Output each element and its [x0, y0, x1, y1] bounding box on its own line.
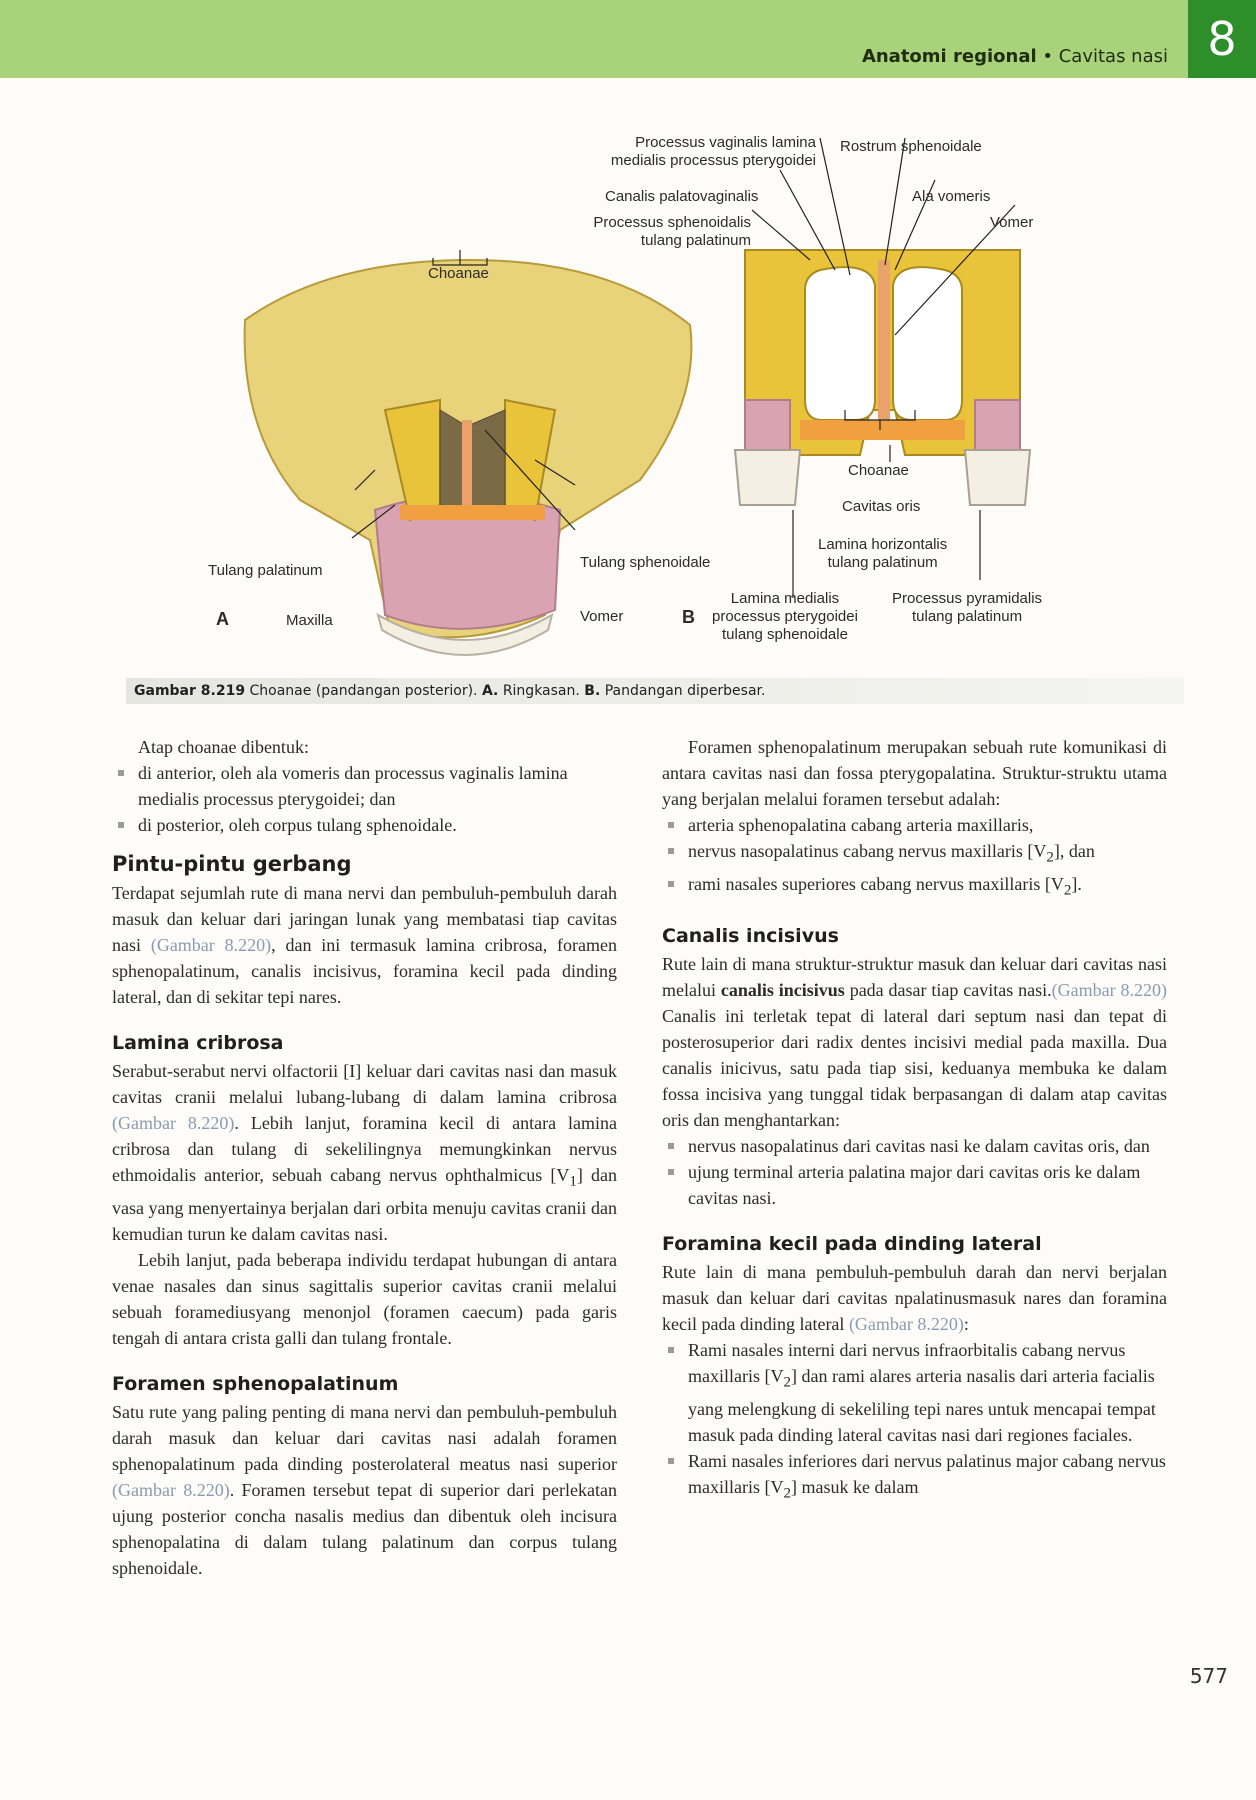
- subscript: 2: [1063, 882, 1072, 899]
- choanae-roof-intro: Atap choanae dibentuk:: [138, 737, 309, 757]
- text-run: ] dan rami alares arteria nasalis dari arteria facialis yang melengkung di sekeliling tepi nares untuk mencapai tempat masuk pada dinding lateral cavitas nasi dari regiones faciales.: [688, 1366, 1156, 1445]
- label-choanae-a: Choanae: [428, 265, 489, 282]
- figure-reference-link[interactable]: (Gambar 8.220): [150, 935, 272, 955]
- foramina-list: [662, 1337, 1167, 1506]
- paragraph-foramina-kecil: [662, 1259, 1167, 1337]
- label-canalis-palatovaginalis: Canalis palatovaginalis: [605, 188, 759, 205]
- list-item: [662, 1448, 1167, 1507]
- list-item: nervus nasopalatinus dari cavitas nasi ke dalam cavitas oris, dan: [662, 1133, 1167, 1159]
- choanae-roof-list: [112, 760, 617, 838]
- running-title: [862, 46, 1168, 67]
- heading-foramina-kecil: Foramina kecil pada dinding lateral: [662, 1233, 1042, 1256]
- text-run: Rute lain di mana struktur-struktur masuk dan keluar dari cavitas nasi melalui: [662, 954, 1167, 1001]
- label-cavitas-oris: Cavitas oris: [842, 498, 921, 515]
- figure-reference-link[interactable]: (Gambar 8.220): [112, 1113, 235, 1133]
- text-run: rami nasales superiores cabang nervus maxillaris [V: [688, 873, 1064, 894]
- text-run: Rami nasales interni dari nervus infraorbitalis cabang nervus maxillaris [V: [688, 1340, 1126, 1387]
- caption-a-text: Ringkasan.: [502, 683, 580, 699]
- figure-8-219: [0, 110, 1256, 670]
- paragraph-venae-nasales: Lebih lanjut, pada beberapa individu terdapat hubungan di antara venae nasales dan sinus sagittalis superior cavitas cranii melalui sebuah foramediusyang menonjol (foramen caecum) pada garis tengah di antara crista galli dan tulang frontale.: [112, 1249, 617, 1348]
- left-column: [112, 734, 617, 1581]
- caption-b-text: Pandangan diperbesar.: [604, 683, 766, 699]
- heading-pintu-gerbang: Pintu-pintu gerbang: [112, 852, 352, 876]
- caption-b-label: B.: [584, 683, 601, 699]
- text-run: pada dasar tiap cavitas nasi.: [849, 980, 1052, 1001]
- label-vomer-a: Vomer: [580, 608, 624, 625]
- chapter-number-badge: 8: [1188, 0, 1256, 78]
- figure-reference-link[interactable]: (Gambar 8.220): [112, 1479, 230, 1500]
- paragraph-lamina-cribrosa: [112, 1058, 617, 1247]
- label-lamina-horizontalis: Lamina horizontalis tulang palatinum: [818, 536, 948, 571]
- text-run: ].: [1071, 873, 1082, 894]
- text-run: , dan ini termasuk lamina cribrosa, foramen sphenopalatinum, canalis incisivus, foramina kecil pada dinding lateral, dan di sekitar tepi nares.: [112, 935, 617, 1007]
- leader-rostrum: [885, 138, 905, 265]
- palatine-bar: [400, 505, 545, 520]
- page-number: 577: [1189, 1664, 1228, 1688]
- label-tulang-sphenoidale: Tulang sphenoidale: [580, 554, 711, 571]
- vomer-b-shape: [878, 260, 890, 420]
- panel-a-skull: [245, 260, 692, 655]
- paragraph-pintu-gerbang: [112, 880, 617, 1010]
- text-run: . Lebih lanjut, foramina kecil di antara lamina cribrosa dan tulang di sekelilingnya memungkinkan nervus ethmoidalis anterior, sebuah cabang nervus ophthalmicus [V: [112, 1113, 617, 1185]
- subscript: 2: [783, 1374, 791, 1391]
- subscript: 1: [569, 1173, 577, 1190]
- spheno-structures-list: [662, 812, 1167, 903]
- label-rostrum-sphenoidale: Rostrum sphenoidale: [840, 138, 982, 155]
- figure-reference-link[interactable]: (Gambar 8.220): [1051, 980, 1168, 1001]
- list-item: arteria sphenopalatina cabang arteria maxillaris,: [662, 812, 1167, 838]
- running-title-section: Anatomi regional: [861, 46, 1037, 67]
- text-run: Canalis ini terletak tepat di lateral dari septum nasi dan tepat di posterosuperior dari radix dentes incisivi medial pada maxilla. Dua canalis inicivus, satu pada tiap sisi, keduanya membuka ke dalam fossa incisiva yang tunggal tidak berpasangan di dalam atap cavitas oris dan menghantarkan:: [662, 1006, 1167, 1131]
- paragraph-spheno-route: Foramen sphenopalatinum merupakan sebuah rute komunikasi di antara cavitas nasi dan fossa pterygopalatina. Struktur-struktu utama yang berjalan melalui foramen tersebut adalah:: [662, 737, 1167, 809]
- list-item: [662, 1337, 1167, 1448]
- running-title-separator: •: [1042, 46, 1053, 67]
- list-item: di anterior, oleh ala vomeris dan processus vaginalis lamina medialis processus pterygoidei; dan: [112, 760, 617, 812]
- list-item: di posterior, oleh corpus tulang sphenoidale.: [112, 812, 617, 838]
- figure-reference-link[interactable]: (Gambar 8.220): [848, 1314, 964, 1335]
- label-processus-sphenoidalis: Processus sphenoidalis tulang palatinum: [593, 214, 751, 249]
- caption-text: Choanae (pandangan posterior).: [249, 683, 478, 699]
- text-run: . Foramen tersebut tepat di superior dari perlekatan ujung posterior concha nasalis medius dan dibentuk oleh incisura sphenopalatina di dalam tulang palatinum dan corpus tulang sphenoidale.: [112, 1479, 617, 1578]
- vomer-a-shape: [462, 420, 472, 510]
- label-processus-vaginalis: Processus vaginalis lamina medialis processus pterygoidei: [610, 134, 816, 169]
- right-column: [662, 734, 1167, 1506]
- label-vomer-b: Vomer: [990, 214, 1034, 231]
- text-run: Serabut-serabut nervi olfactorii [I] keluar dari cavitas nasi dan masuk cavitas cranii melalui lubang-lubang di dalam lamina cribrosa: [112, 1061, 617, 1107]
- label-choanae-b: Choanae: [848, 462, 909, 479]
- text-run: Terdapat sejumlah rute di mana nervi dan pembuluh-pembuluh darah masuk dan keluar dari jaringan lunak yang membatasi tiap cavitas nasi: [112, 883, 617, 955]
- label-lamina-medialis: Lamina medialis processus pterygoidei tulang sphenoidale: [712, 590, 858, 643]
- list-item: [662, 838, 1167, 871]
- bold-term: canalis incisivus: [720, 980, 845, 1001]
- subscript: 2: [1046, 849, 1054, 866]
- page-header: [0, 0, 1256, 78]
- label-processus-pyramidalis: Processus pyramidalis tulang palatinum: [892, 590, 1043, 625]
- text-run: ] masuk ke dalam: [790, 1476, 919, 1497]
- subscript: 2: [783, 1485, 791, 1502]
- text-run: :: [963, 1314, 969, 1335]
- choanae-openings: [440, 410, 505, 510]
- tooth-left-b: [735, 450, 800, 505]
- label-panel-b: B: [682, 607, 695, 627]
- tooth-right-b: [965, 450, 1030, 505]
- running-title-topic: Cavitas nasi: [1058, 46, 1168, 67]
- label-panel-a: A: [216, 609, 229, 629]
- choana-right-b: [893, 267, 962, 420]
- text-run: nervus nasopalatinus cabang nervus maxillaris [V: [688, 841, 1047, 861]
- label-maxilla: Maxilla: [286, 612, 333, 629]
- heading-lamina-cribrosa: Lamina cribrosa: [112, 1032, 284, 1054]
- list-item: [662, 871, 1167, 904]
- canalis-contents-list: [662, 1133, 1167, 1211]
- caption-label: Gambar 8.219: [134, 683, 246, 699]
- heading-canalis-incisivus: Canalis incisivus: [662, 925, 839, 948]
- figure-caption: [126, 678, 1184, 704]
- paragraph-canalis-incisivus: [662, 951, 1167, 1133]
- label-ala-vomeris: Ala vomeris: [912, 188, 991, 205]
- palatine-b-shape: [800, 420, 965, 440]
- choana-left-b: [805, 267, 875, 420]
- list-item: ujung terminal arteria palatina major dari cavitas oris ke dalam cavitas nasi.: [662, 1159, 1167, 1211]
- text-run: Rami nasales inferiores dari nervus palatinus major cabang nervus maxillaris [V: [688, 1450, 1166, 1497]
- text-run: ] dan vasa yang menyertainya berjalan dari orbita menuju cavitas cranii dan kemudian turun ke dalam cavitas nasi.: [112, 1165, 618, 1244]
- text-run: Satu rute yang paling penting di mana nervi dan pembuluh-pembuluh darah masuk dan keluar dari cavitas nasi adalah foramen sphenopalatinum pada dinding posterolateral meatus nasi superior: [112, 1401, 617, 1474]
- text-run: ], dan: [1053, 841, 1095, 861]
- heading-foramen-sphenopalatinum: Foramen sphenopalatinum: [112, 1372, 399, 1395]
- caption-a-label: A.: [481, 683, 499, 699]
- paragraph-foramen-sphenopalatinum: [112, 1399, 617, 1581]
- text-run: Rute lain di mana pembuluh-pembuluh darah dan nervi berjalan masuk dan keluar dari cavitas npalatinusmasuk nares dan foramina kecil pada dinding lateral: [662, 1262, 1167, 1335]
- label-tulang-palatinum: Tulang palatinum: [208, 562, 323, 579]
